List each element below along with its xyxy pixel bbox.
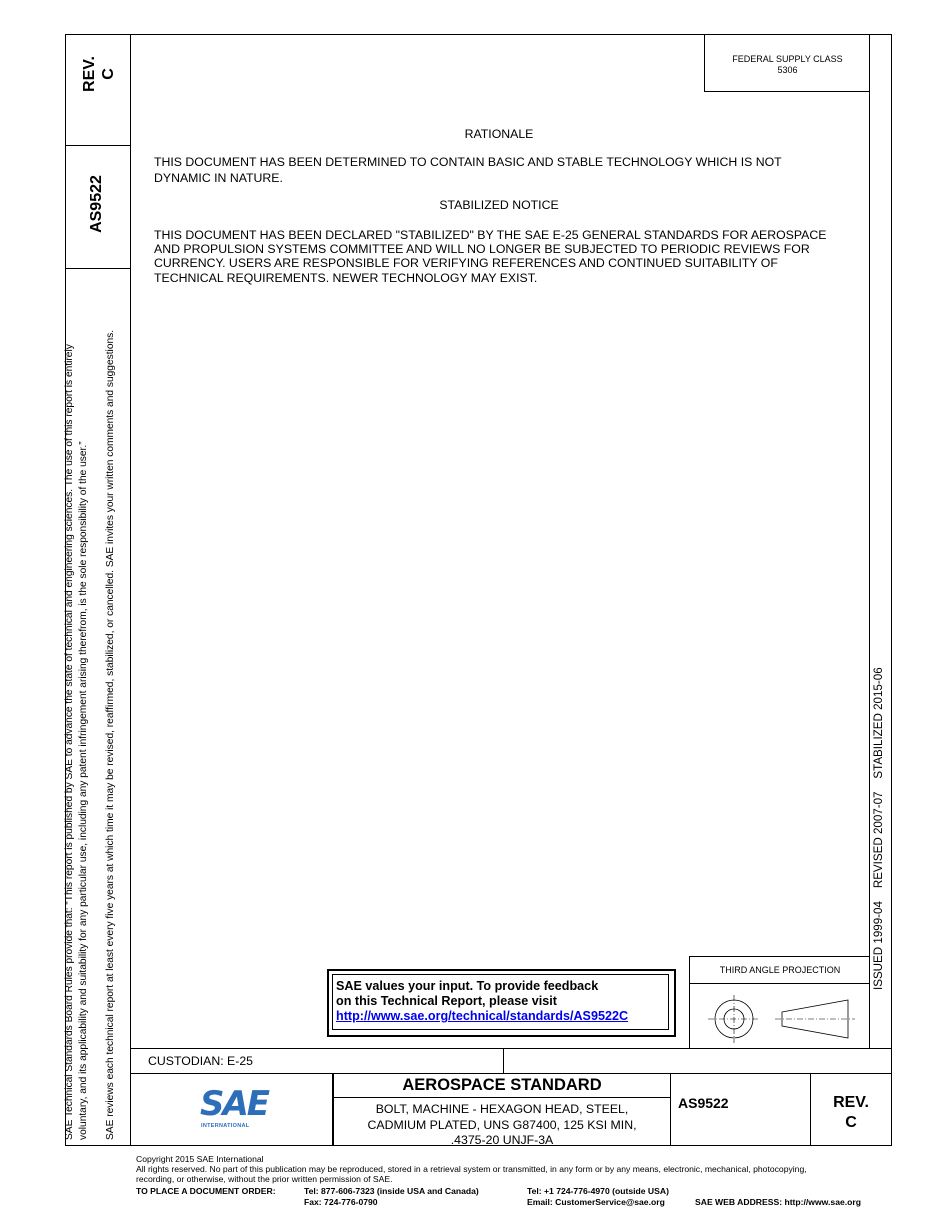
feedback-text: SAE values your input. To provide feedback [336, 979, 599, 993]
frame-line [891, 34, 892, 1049]
notice-line: TECHNICAL REQUIREMENTS. NEWER TECHNOLOGY MAY EXIST. [154, 271, 538, 285]
notice-line: THIS DOCUMENT HAS BEEN DECLARED "STABILIZED" BY THE SAE E-25 GENERAL STANDARDS FOR AEROSPACE [154, 228, 827, 242]
title-block-rev [811, 1093, 891, 1133]
web-address: SAE WEB ADDRESS: http://www.sae.org [695, 1197, 861, 1207]
frame-line [65, 1145, 131, 1146]
feedback-text: on this Technical Report, please visit [336, 994, 557, 1008]
margin-board-rules-line2: voluntary, and its applicability and suitability for any particular use, including any patent infringement arising therefrom, is the sole responsibility of the user.” [78, 441, 89, 1140]
frame-line [503, 1048, 504, 1074]
frame-line [891, 1048, 892, 1146]
frame-line [869, 34, 870, 1049]
title-line: CADMIUM PLATED, UNS G87400, 125 KSI MIN, [367, 1117, 637, 1132]
frame-line [130, 34, 131, 1145]
phone-intl: Tel: +1 724-776-4970 (outside USA) [527, 1186, 669, 1196]
document-type: AEROSPACE STANDARD [402, 1076, 602, 1094]
rationale-line: DYNAMIC IN NATURE. [154, 171, 283, 185]
projection-label: THIRD ANGLE PROJECTION [719, 965, 841, 975]
issue-dates: ISSUED 1999-04 REVISED 2007-07 STABILIZED 2015-06 [872, 667, 885, 990]
phone-us: Tel: 877-606-7323 (inside USA and Canada) [304, 1186, 479, 1196]
third-angle-projection-symbol [690, 985, 870, 1049]
margin-review-policy: SAE reviews each technical report at least every five years at which time it may be revised, reaffirmed, stabilized, or cancelled. SAE invites your written comments and suggestions. [105, 329, 116, 1140]
header-rev [80, 36, 118, 112]
feedback-link[interactable]: http://www.sae.org/technical/standards/AS9522C [336, 1009, 629, 1023]
sae-logo-text: SAE [200, 1084, 269, 1124]
notice-line: CURRENCY. USERS ARE RESPONSIBLE FOR VERIFYING REFERENCES AND CONTINUED SUITABILITY OF [154, 256, 778, 270]
header-rev-value: C [100, 68, 117, 80]
title-block-doc-number: AS9522 [678, 1095, 729, 1111]
feedback-box [327, 969, 676, 1037]
fax: Fax: 724-776-0790 [304, 1197, 378, 1207]
header-rev-label: REV. [81, 56, 98, 92]
title-line: BOLT, MACHINE - HEXAGON HEAD, STEEL, [375, 1102, 629, 1116]
frame-line [65, 145, 131, 146]
fsc-label: FEDERAL SUPPLY CLASS [732, 54, 843, 64]
rights-notice: recording, or otherwise, without the prior written permission of SAE. [136, 1174, 393, 1184]
sae-logo [196, 1086, 276, 1136]
header-doc-number: AS9522 [88, 175, 105, 233]
order-label: TO PLACE A DOCUMENT ORDER: [136, 1186, 276, 1196]
frame-line [670, 1073, 671, 1146]
fsc-value: 5306 [777, 65, 798, 75]
frame-line [65, 268, 131, 269]
custodian: CUSTODIAN: E-25 [148, 1054, 254, 1068]
frame-line [130, 1073, 892, 1074]
margin-board-rules-line1: SAE Technical Standards Board Rules provide that: “This report is published by SAE to advance the state of technical and engineering sciences. The use of this report is entirely [64, 344, 75, 1140]
document-title [334, 1102, 670, 1149]
rights-notice: All rights reserved. No part of this publication may be reproduced, stored in a retrieval system or transmitted, in any form or by any means, electronic, mechanical, photocopying, [136, 1164, 807, 1174]
email: Email: CustomerService@sae.org [527, 1197, 665, 1207]
title-block-rev-value: C [845, 1114, 857, 1131]
stabilized-heading: STABILIZED NOTICE [439, 198, 559, 212]
rationale-line: THIS DOCUMENT HAS BEEN DETERMINED TO CONTAIN BASIC AND STABLE TECHNOLOGY WHICH IS NOT [154, 155, 782, 169]
title-block-rev-label: REV. [833, 1094, 869, 1111]
frame-line [130, 1048, 892, 1049]
notice-line: AND PROPULSION SYSTEMS COMMITTEE AND WILL NO LONGER BE SUBJECTED TO PERIODIC REVIEWS FOR [154, 242, 810, 256]
sae-logo-subtext: INTERNATIONAL [201, 1123, 250, 1129]
rationale-heading: RATIONALE [464, 127, 534, 141]
copyright: Copyright 2015 SAE International [136, 1154, 264, 1164]
title-line: .4375-20 UNJF-3A [450, 1133, 554, 1147]
federal-supply-class-box [704, 34, 870, 92]
frame-line [332, 1097, 670, 1098]
projection-box [689, 956, 870, 1049]
